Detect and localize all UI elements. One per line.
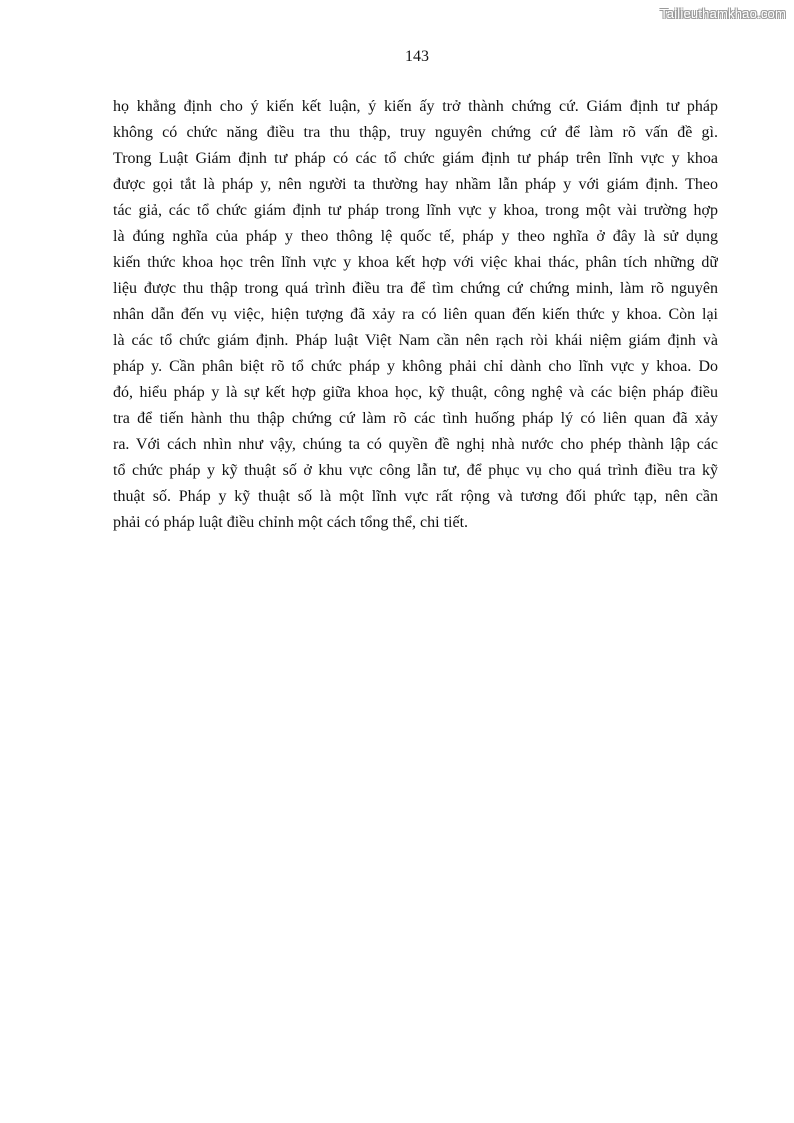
page-number: 143 bbox=[405, 48, 429, 65]
text-line: là các tổ chức giám định. Pháp luật Việt Nam cần nên rạch ròi khái niệm giám định và bbox=[113, 332, 718, 349]
text-line: không có chức năng điều tra thu thập, truy nguyên chứng cứ để làm rõ vấn đề gì. bbox=[113, 124, 718, 141]
text-line: nhân dẫn đến vụ việc, hiện tượng đã xảy ra có liên quan đến kiến thức y khoa. Còn lại bbox=[113, 306, 718, 323]
body-paragraph bbox=[113, 94, 718, 536]
text-line: kiến thức khoa học trên lĩnh vực y khoa kết hợp với việc khai thác, phân tích những dữ bbox=[113, 254, 718, 271]
text-line: được gọi tắt là pháp y, nên người ta thường hay nhầm lẫn pháp y với giám định. Theo bbox=[113, 176, 718, 193]
text-line: họ khẳng định cho ý kiến kết luận, ý kiến ấy trở thành chứng cứ. Giám định tư pháp bbox=[113, 98, 718, 115]
text-line: tổ chức pháp y kỹ thuật số ở khu vực công lẫn tư, để phục vụ cho quá trình điều tra kỹ bbox=[113, 462, 718, 479]
text-line: phải có pháp luật điều chỉnh một cách tổng thể, chi tiết. bbox=[113, 514, 469, 531]
watermark: Tailieuthamkhao.com bbox=[660, 6, 786, 21]
text-line: là đúng nghĩa của pháp y theo thông lệ quốc tế, pháp y theo nghĩa ở đây là sử dụng bbox=[113, 228, 718, 245]
text-line: đó, hiểu pháp y là sự kết hợp giữa khoa học, kỹ thuật, công nghệ và các biện pháp điều bbox=[113, 384, 718, 401]
text-line: thuật số. Pháp y kỹ thuật số là một lĩnh vực rất rộng và tương đối phức tạp, nên cần bbox=[113, 488, 718, 505]
text-line: liệu được thu thập trong quá trình điều tra để tìm chứng cứ chứng minh, làm rõ nguyên bbox=[113, 280, 718, 297]
text-line: tác giả, các tổ chức giám định tư pháp trong lĩnh vực y khoa, trong một vài trường hợp bbox=[113, 202, 718, 219]
text-line: ra. Với cách nhìn như vậy, chúng ta có quyền đề nghị nhà nước cho phép thành lập các bbox=[113, 436, 718, 453]
text-line: pháp y. Cần phân biệt rõ tổ chức pháp y không phải chỉ dành cho lĩnh vực y khoa. Do bbox=[113, 358, 718, 375]
text-line: tra để tiến hành thu thập chứng cứ làm rõ các tình huống pháp lý có liên quan đã xảy bbox=[113, 410, 718, 427]
text-line: Trong Luật Giám định tư pháp có các tổ chức giám định tư pháp trên lĩnh vực y khoa bbox=[113, 150, 718, 167]
